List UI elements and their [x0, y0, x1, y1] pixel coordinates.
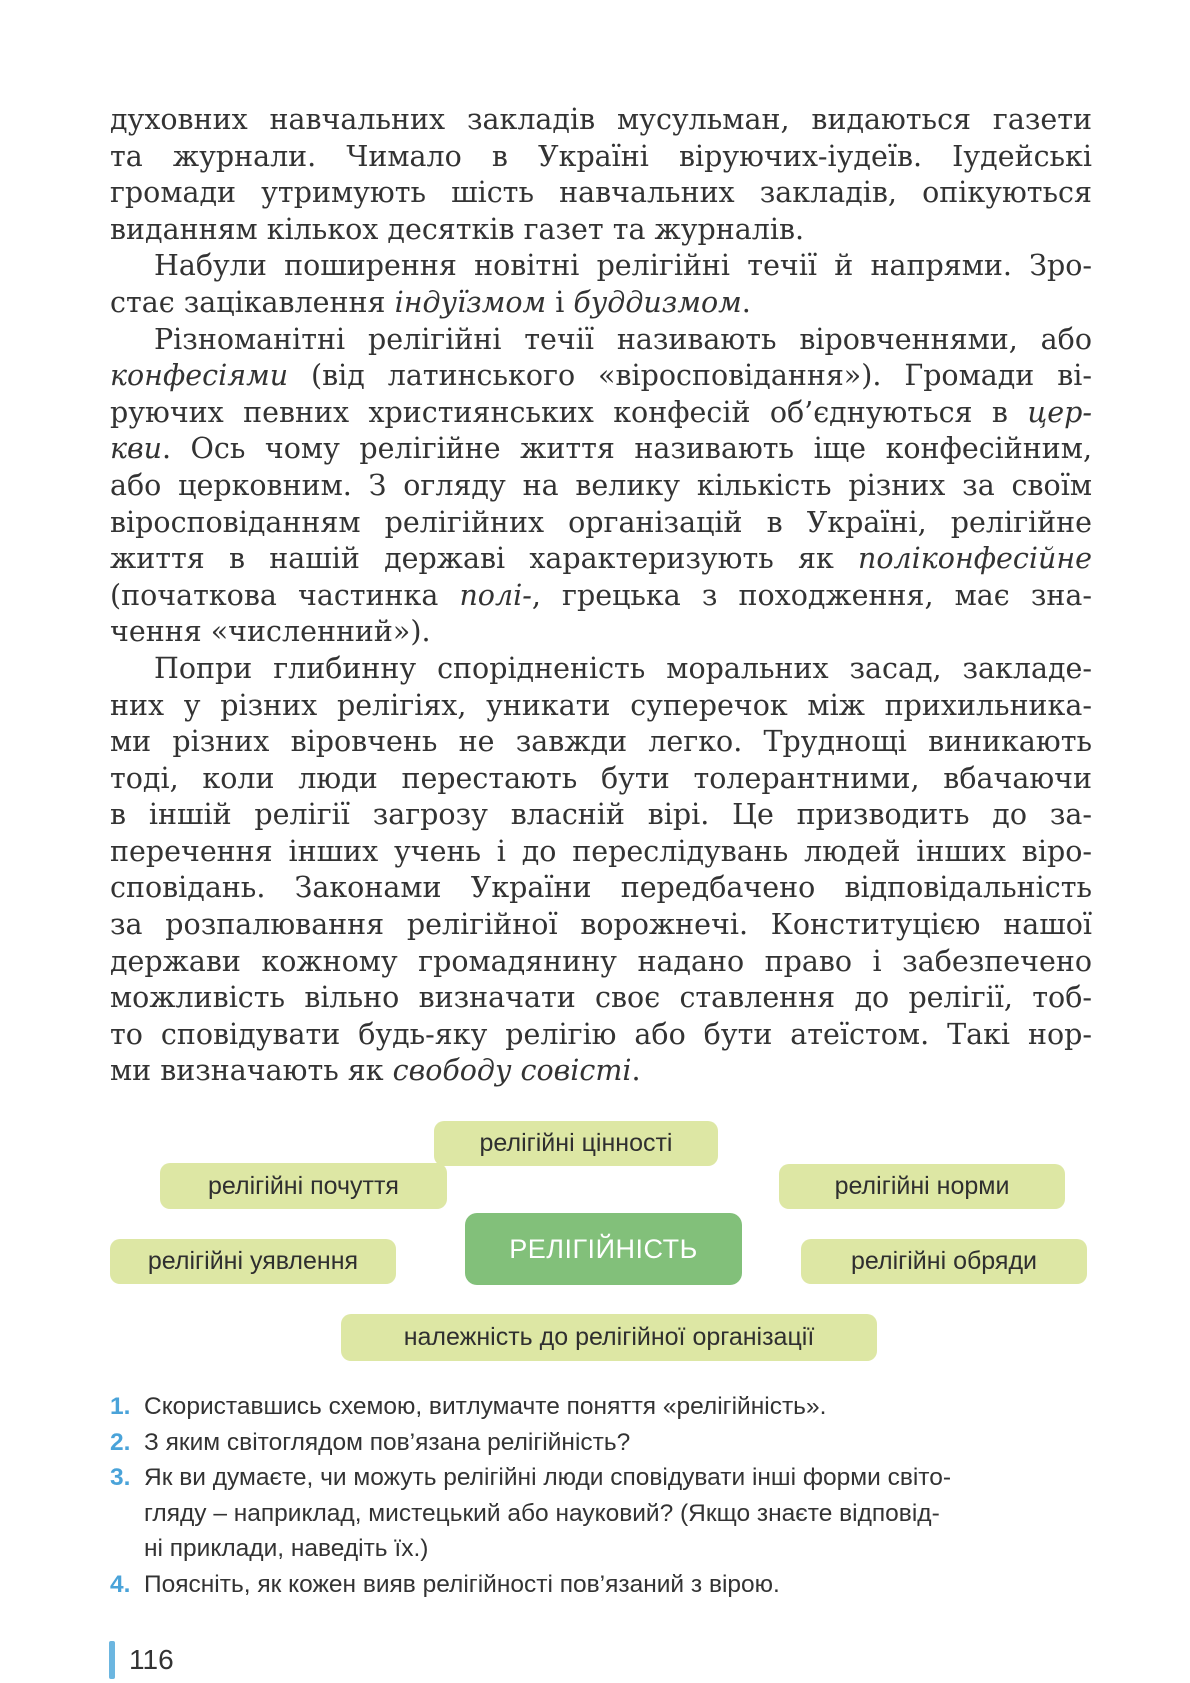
pill-religious-membership: належність до релігійної організації	[341, 1314, 877, 1361]
italic-term: поліконфесійне	[858, 542, 1092, 576]
text-line: життя в нашій державі характеризують як поліконфесійне	[110, 542, 1092, 576]
text-line: ми різних віровчень не завжди легко. Труднощі виникають	[110, 725, 1092, 759]
italic-term: конфесіями	[110, 359, 289, 393]
text-line: сповідань. Законами України передбачено відповідальність	[110, 871, 1092, 905]
question-number: 4.	[110, 1570, 131, 1598]
text-line: тоді, коли люди перестають бути толерантними, вбачаючи	[110, 761, 1092, 795]
question-text: гляду – наприклад, мистецький або науковий? (Якщо знаєте відповід-	[144, 1499, 940, 1527]
question-text: Поясніть, як кожен вияв релігійності пов’язаний з вірою.	[144, 1570, 780, 1598]
paragraph	[110, 651, 1092, 1090]
italic-term: індуїзмом	[394, 285, 547, 319]
page-footer	[109, 1640, 174, 1680]
page-bar	[109, 1641, 115, 1679]
text-line: громади утримують шість навчальних закладів, опікуються	[110, 176, 1092, 210]
pill-religious-feelings: релігійні почуття	[160, 1163, 447, 1209]
text-line: то сповідувати будь-яку релігію або бути атеїстом. Такі нор-	[110, 1017, 1092, 1051]
pill-religious-values: релігійні цінності	[434, 1121, 718, 1166]
paragraph	[110, 322, 1092, 651]
text-line: Попри глибинну спорідненість моральних засад, закладе-	[154, 651, 1092, 685]
text-line: за розпалювання релігійної ворожнечі. Конституцією нашої	[110, 908, 1092, 942]
body-text	[110, 102, 1092, 1090]
pill-religious-norms: релігійні норми	[779, 1164, 1065, 1209]
italic-term: цер-	[1027, 395, 1092, 429]
question-item	[110, 1567, 1100, 1603]
text-line: (початкова частинка полі-, грецька з походження, має зна-	[110, 578, 1093, 612]
paragraph	[110, 248, 1092, 321]
text-line: Різноманітні релігійні течії називають віровченнями, або	[154, 322, 1092, 356]
text-line: Набули поширення новітні релігійні течії й напрями. Зро-	[154, 249, 1092, 283]
text-line: та журнали. Чимало в Україні віруючих-іудеїв. Іудейські	[110, 139, 1092, 173]
text-line: або церковним. З огляду на велику кількість різних за своїм	[110, 468, 1092, 502]
text-line: можливість вільно визначати своє ставлення до релігії, тоб-	[110, 981, 1092, 1015]
text-line: держави кожному громадянину надано право і забезпечено	[110, 944, 1092, 978]
text-line: кви. Ось чому релігійне життя називають іще конфесійним,	[110, 432, 1092, 466]
pill-religious-rites: релігійні обряди	[801, 1239, 1087, 1284]
text-line: духовних навчальних закладів мусульман, видаються газети	[110, 103, 1092, 136]
text-line: руючих певних християнських конфесій об’єднуються в цер-	[110, 395, 1092, 429]
paragraph	[110, 102, 1092, 248]
question-number: 1.	[110, 1393, 131, 1420]
text-line: віросповіданням релігійних організацій в Україні, релігійне	[110, 505, 1092, 539]
question-text: Скориставшись схемою, витлумачте поняття «релігійність».	[144, 1393, 827, 1420]
question-text: З яким світоглядом пов’язана релігійність?	[144, 1428, 631, 1456]
questions-list	[110, 1389, 1100, 1602]
question-number: 3.	[110, 1464, 131, 1491]
text-line: ми визначають як свободу совісті.	[110, 1054, 641, 1088]
text-line: перечення інших учень і до переслідувань людей інших віро-	[110, 834, 1092, 868]
page-number: 116	[129, 1644, 174, 1675]
question-item	[110, 1425, 1100, 1461]
text-line: виданням кількох десятків газет та журналів.	[110, 212, 805, 246]
question-item	[110, 1460, 1100, 1567]
question-text: Як ви думаєте, чи можуть релігійні люди сповідувати інші форми світо-	[144, 1464, 952, 1491]
italic-term: полі-	[459, 578, 532, 612]
question-item	[110, 1389, 1100, 1425]
text-line: них у різних релігіях, уникати суперечок між прихильника-	[110, 688, 1092, 722]
question-number: 2.	[110, 1428, 131, 1456]
italic-term: кви	[110, 432, 162, 466]
text-line: конфесіями (від латинського «віросповідання»). Громади ві-	[110, 359, 1092, 393]
question-text: ні приклади, наведіть їх.)	[144, 1535, 429, 1562]
italic-term: свободу совісті	[392, 1054, 632, 1088]
pill-religiosity-center: РЕЛІГІЙНІСТЬ	[465, 1213, 742, 1285]
text-line: чення «численний»).	[110, 615, 431, 649]
text-line: в іншій релігії загрозу власній вірі. Це призводить до за-	[110, 798, 1092, 832]
italic-term: буддизмом	[573, 285, 742, 319]
text-line: стає зацікавлення індуїзмом і буддизмом.	[110, 285, 751, 319]
pill-religious-ideas: релігійні уявлення	[110, 1239, 396, 1284]
